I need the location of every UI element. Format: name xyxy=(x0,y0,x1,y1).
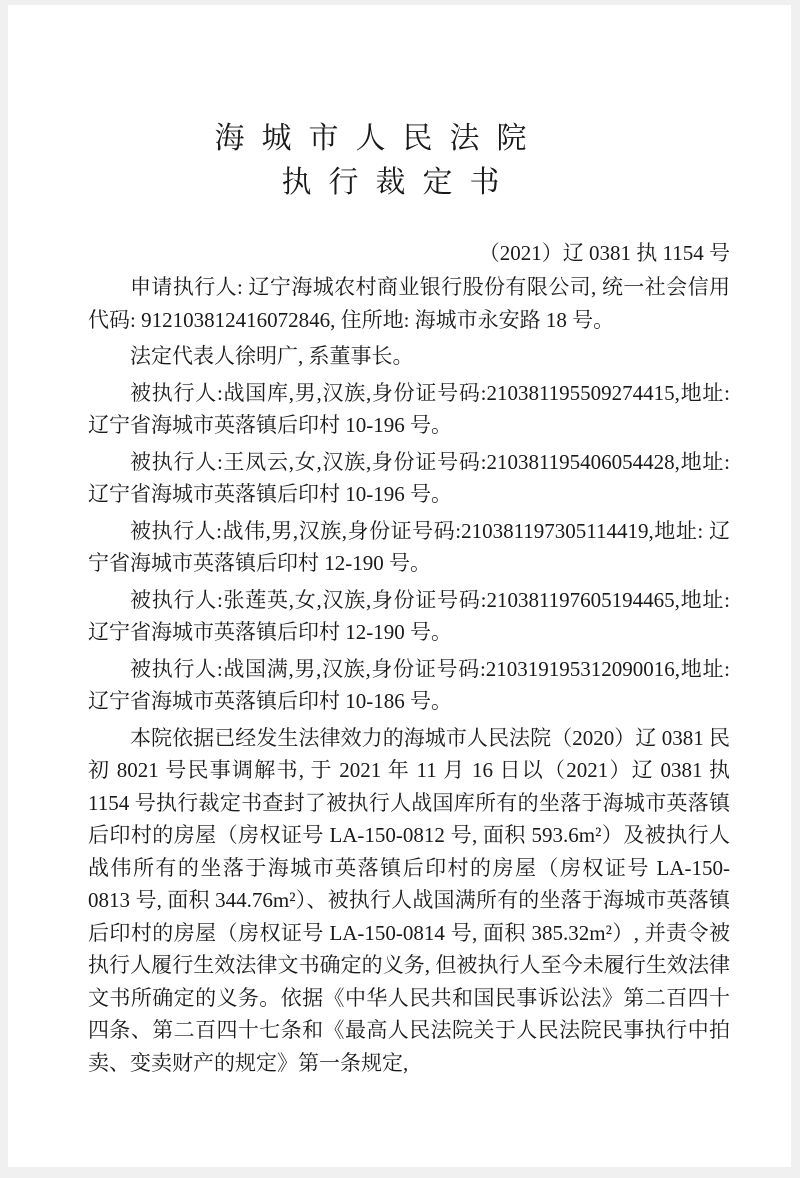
document-type-title: 执行裁定书 xyxy=(281,166,517,199)
court-name-title: 海城市人民法院 xyxy=(214,122,544,155)
paragraph-respondent-3: 被执行人:战伟,男,汉族,身份证号码:210381197305114419,地址: 辽宁省海城市英落镇后印村 12-190 号。 xyxy=(88,518,730,575)
paragraph-respondent-5: 被执行人:战国满,男,汉族,身份证号码:210319195312090016,地址: 辽宁省海城市英落镇后印村 10-186 号。 xyxy=(88,656,730,713)
paragraph-court-findings: 本院依据已经发生法律效力的海城市人民法院（2020）辽 0381 民初 8021 号民事调解书, 于 2021 年 11 月 16 日以（2021）辽 0381 执 1154 号执行裁定书查封了被执行人战国库所有的坐落于海城市英落镇后印村的房屋（房权证号 LA-150-0812 号, 面积 593.6m²）及被执行人战伟所有的坐落于海城市英落镇后印村的房屋（房权证号 LA-150-0813 号, 面积 344.76m²）、被执行人战国满所有的坐落于海城市英落镇后印村的房屋（房权证号 LA-150-0814 号, 面积 385.32m²）, 并责令被执行人履行生效法律文书确定的义务, 但被执行人至今未履行生效法律文书所确定的义务。依据《中华人民共和国民事诉讼法》第二百四十四条、第二百四十七条和《最高人民法院关于人民法院民事执行中拍卖、变卖财产的规定》第一条规定, xyxy=(88,725,730,1075)
paragraph-respondent-4: 被执行人:张莲英,女,汉族,身份证号码:210381197605194465,地址: 辽宁省海城市英落镇后印村 12-190 号。 xyxy=(88,587,730,644)
case-number: （2021）辽 0381 执 1154 号 xyxy=(478,241,730,265)
paragraph-respondent-2: 被执行人:王凤云,女,汉族,身份证号码:210381195406054428,地址: 辽宁省海城市英落镇后印村 10-196 号。 xyxy=(88,449,730,506)
paragraph-applicant: 申请执行人: 辽宁海城农村商业银行股份有限公司, 统一社会信用代码: 912103812416072846, 住所地: 海城市永安路 18 号。 xyxy=(88,275,730,332)
paragraph-legal-representative: 法定代表人徐明广, 系董事长。 xyxy=(130,344,414,368)
document-page xyxy=(8,5,791,1167)
document-body xyxy=(88,271,730,1079)
document-content xyxy=(8,5,791,1079)
paragraph-respondent-1: 被执行人:战国库,男,汉族,身份证号码:210381195509274415,地址: 辽宁省海城市英落镇后印村 10-196 号。 xyxy=(88,380,730,437)
